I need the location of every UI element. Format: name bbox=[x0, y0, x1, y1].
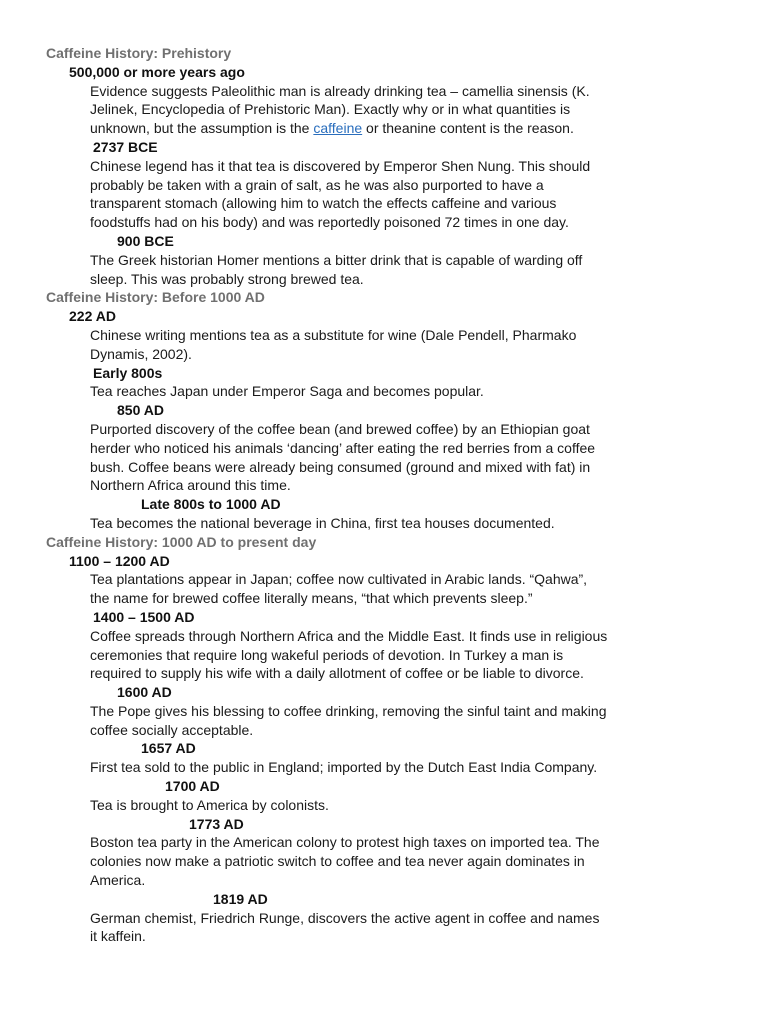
entry-text: First tea sold to the public in England; imported by the Dutch East India Company. bbox=[90, 759, 598, 776]
entry-date: Late 800s to 1000 AD bbox=[141, 496, 281, 513]
entry-text bbox=[90, 82, 610, 138]
entry-date: 500,000 or more years ago bbox=[69, 63, 245, 80]
document-body bbox=[0, 44, 768, 946]
entry-date: 1600 AD bbox=[117, 684, 172, 701]
entry-text: Coffee spreads through Northern Africa and the Middle East. It finds use in religious ceremonies that require long wakeful periods of devotion. In Turkey a man is required to supply his wife with a daily allotment of coffee or be liable to divorce. bbox=[90, 627, 608, 682]
entry-text-part: Evidence suggests Paleolithic man is already drinking tea – camellia sinensis (K. Jelinek, Encyclopedia of Prehistoric Man). Exactly why or in what quantities is unknown, but the assumption is the bbox=[90, 82, 590, 137]
entry-text: Tea is brought to America by colonists. bbox=[90, 796, 329, 813]
entry-date: 1700 AD bbox=[165, 778, 220, 795]
entry-text: The Pope gives his blessing to coffee drinking, removing the sinful taint and making coffee socially acceptable. bbox=[90, 702, 607, 738]
entry-date: 850 AD bbox=[117, 402, 164, 419]
entry-text: Tea plantations appear in Japan; coffee now cultivated in Arabic lands. “Qahwa”, the name for brewed coffee literally means, “that which prevents sleep.” bbox=[90, 571, 588, 607]
entry-date: 900 BCE bbox=[117, 232, 174, 249]
entry-date: 1773 AD bbox=[189, 815, 244, 832]
entry-date: 2737 BCE bbox=[93, 138, 158, 155]
entry-text: Boston tea party in the American colony to protest high taxes on imported tea. The colonies now make a patriotic switch to coffee and tea never again dominates in America. bbox=[90, 834, 600, 889]
entry-date: 1400 – 1500 AD bbox=[93, 608, 195, 625]
caffeine-link[interactable]: caffeine bbox=[313, 120, 363, 137]
entry-text: Purported discovery of the coffee bean (and brewed coffee) by an Ethiopian goat herder who noticed his animals ‘dancing’ after eating the red berries from a coffee bush. Coffee beans were already being consumed (ground and mixed with fat) in Northern Africa around this time. bbox=[90, 420, 596, 494]
entry-date: Early 800s bbox=[93, 364, 163, 381]
entry-date: 1100 – 1200 AD bbox=[69, 552, 170, 569]
entry-date: 1657 AD bbox=[141, 740, 196, 757]
entry-text: Tea becomes the national beverage in China, first tea houses documented. bbox=[90, 514, 555, 531]
section-heading: Caffeine History: Before 1000 AD bbox=[46, 289, 265, 306]
section-heading: Caffeine History: 1000 AD to present day bbox=[46, 533, 317, 550]
entry-text: Tea reaches Japan under Emperor Saga and becomes popular. bbox=[90, 383, 484, 400]
entry-date: 1819 AD bbox=[213, 890, 268, 907]
entry-text: German chemist, Friedrich Runge, discovers the active agent in coffee and names it kaffein. bbox=[90, 909, 600, 945]
entry-date: 222 AD bbox=[69, 308, 116, 325]
entry-text-part: or theanine content is the reason. bbox=[362, 120, 574, 137]
entry-text: Chinese legend has it that tea is discovered by Emperor Shen Nung. This should probably be taken with a grain of salt, as he was also purported to have a transparent stomach (allowing him to watch the effects caffeine and various foodstuffs had on his body) and was reportedly poisoned 72 times in one day. bbox=[90, 157, 591, 231]
section-heading: Caffeine History: Prehistory bbox=[46, 45, 232, 61]
entry-text: Chinese writing mentions tea as a substitute for wine (Dale Pendell, Pharmako Dynamis, 2002). bbox=[90, 326, 577, 362]
entry-text: The Greek historian Homer mentions a bitter drink that is capable of warding off sleep. This was probably strong brewed tea. bbox=[90, 251, 583, 287]
